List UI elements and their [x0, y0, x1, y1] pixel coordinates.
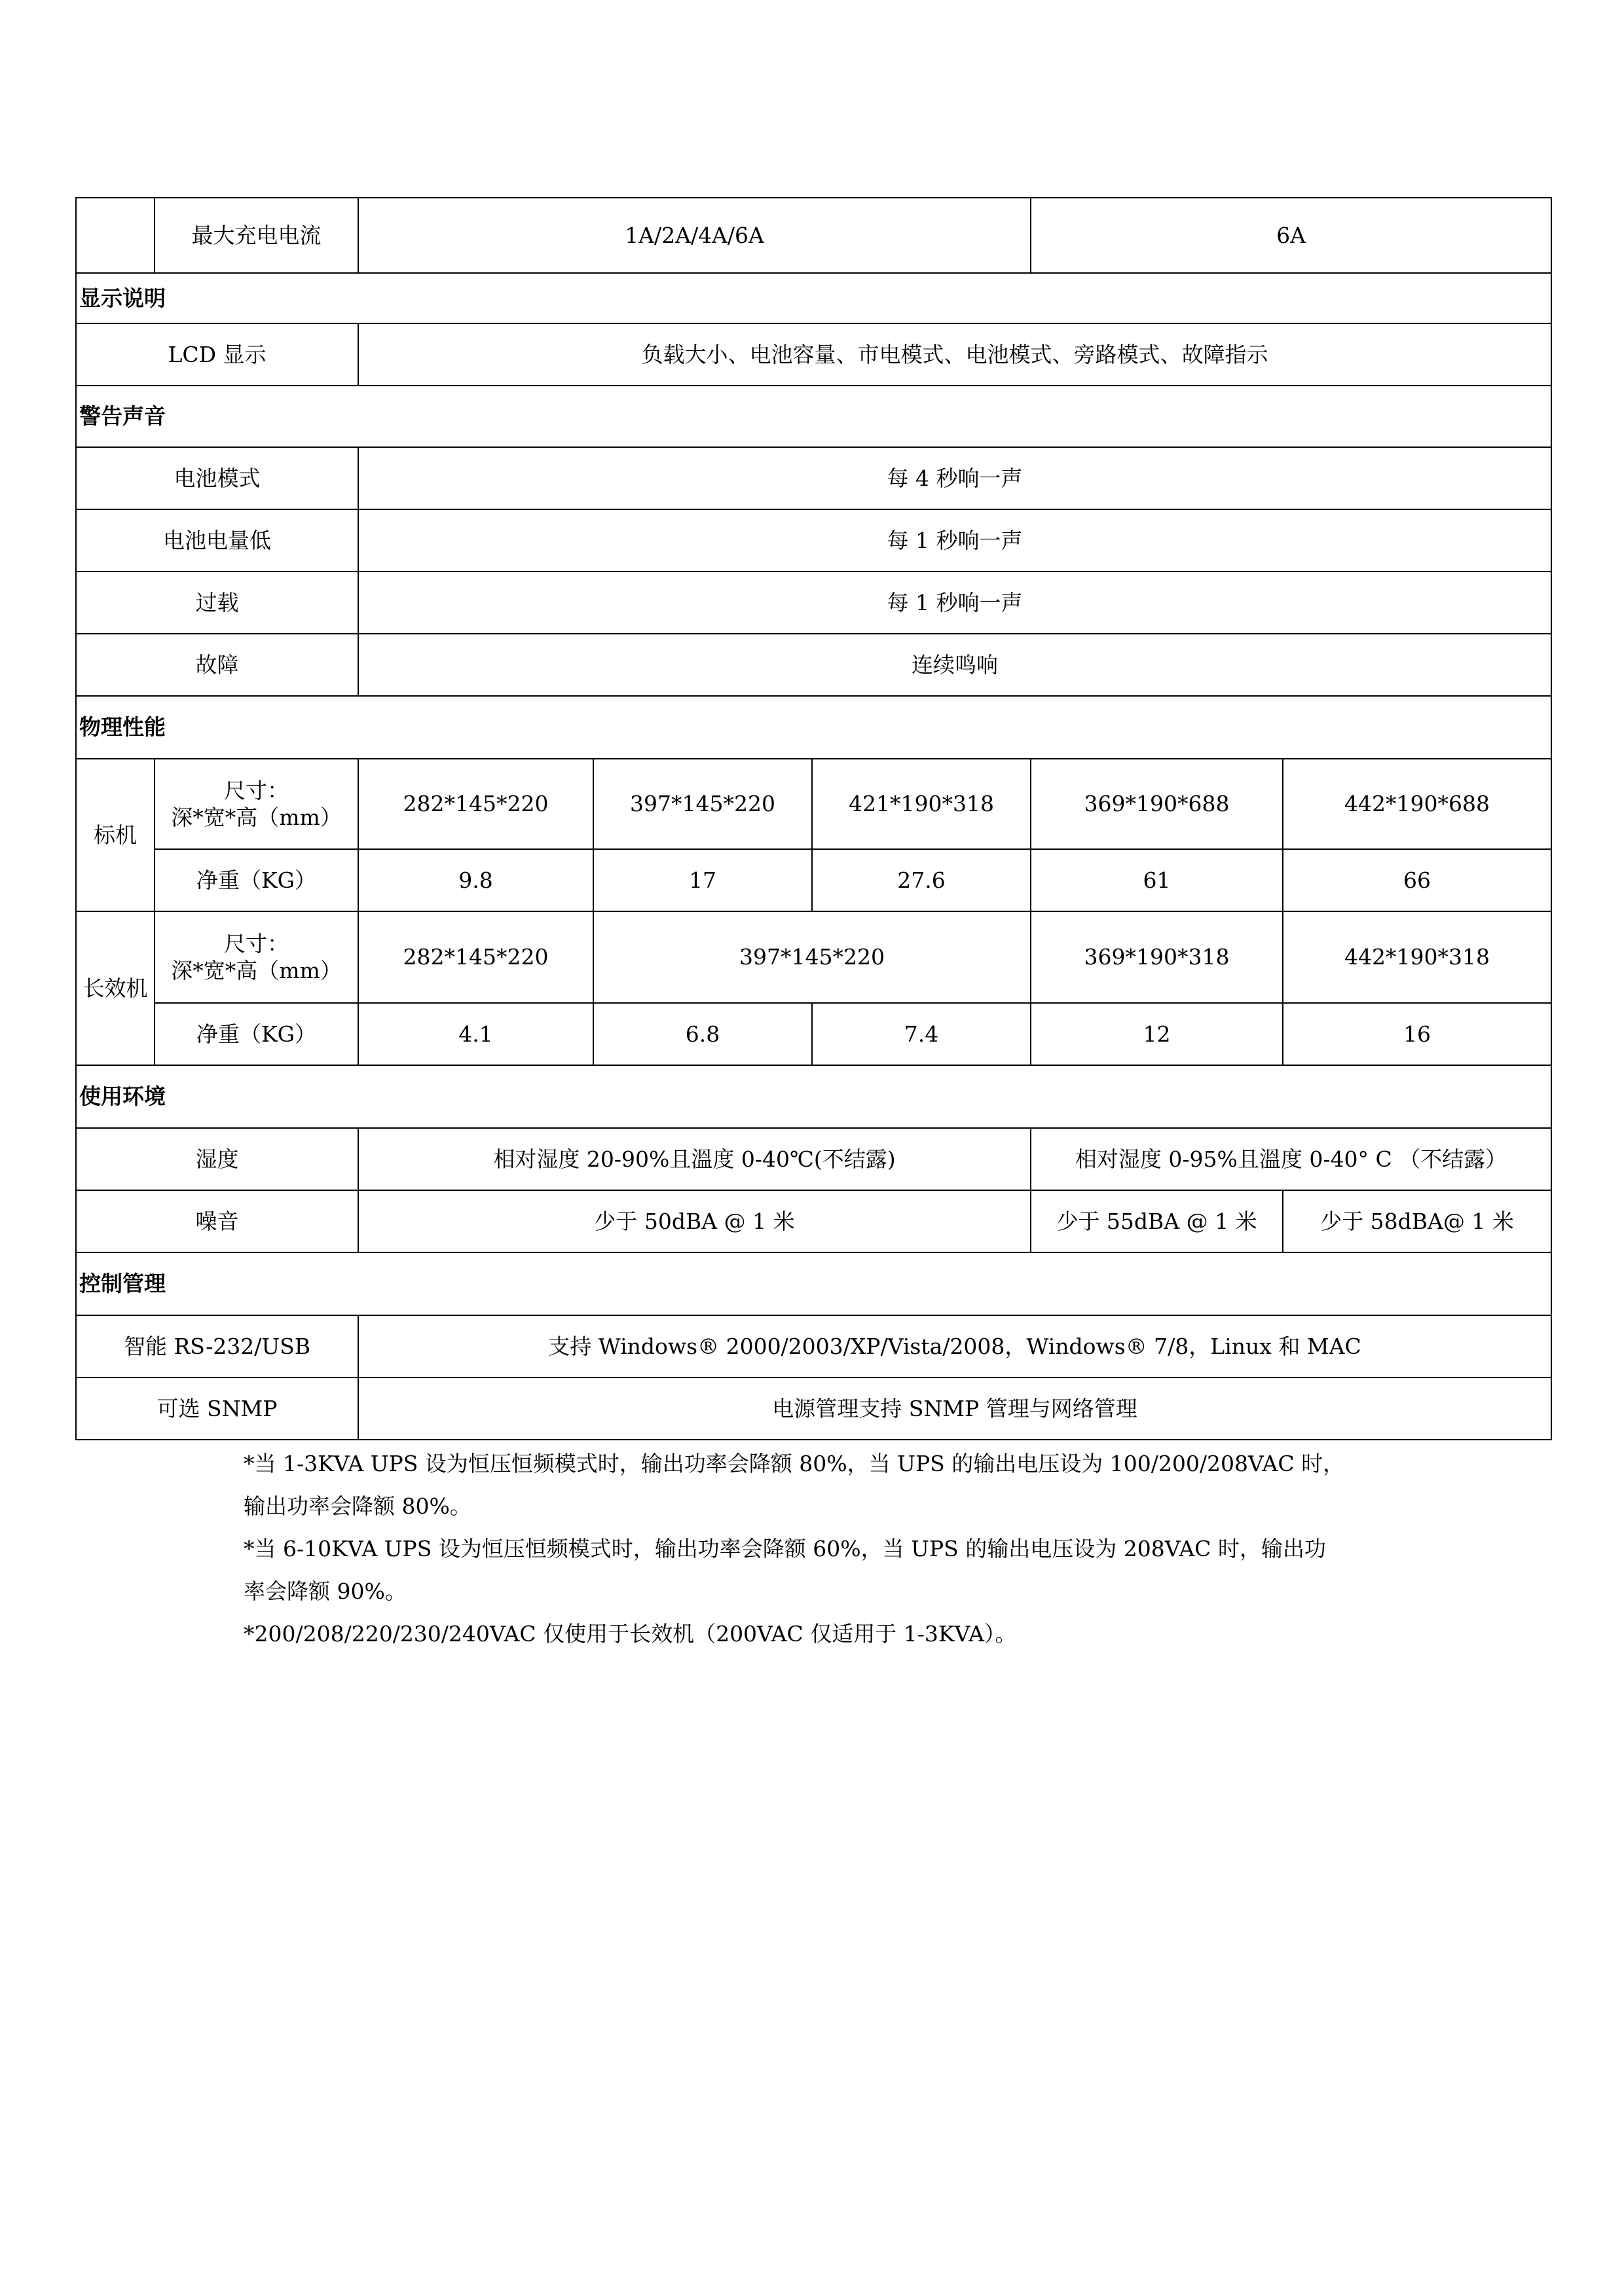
longrun-weight-3: 7.4 — [812, 1003, 1031, 1065]
longrun-weight-5: 16 — [1283, 1003, 1551, 1065]
section-row-alarm — [76, 386, 1551, 447]
longrun-weight-2: 6.8 — [593, 1003, 812, 1065]
alarm-label: 故障 — [76, 634, 358, 696]
standard-weight-1: 9.8 — [358, 849, 593, 911]
standard-weight-5: 66 — [1283, 849, 1551, 911]
footnote-line: *200/208/220/230/240VAC 仅使用于长效机（200VAC 仅适用于 1-3KVA）。 — [244, 1621, 1017, 1647]
footnote-line: 输出功率会降额 80%。 — [244, 1493, 471, 1519]
noise-value-b: 少于 55dBA @ 1 米 — [1031, 1190, 1283, 1252]
alarm-label: 电池电量低 — [76, 509, 358, 572]
alarm-value: 每 1 秒响一声 — [358, 509, 1551, 572]
humidity-value-a: 相对湿度 20-90%且溫度 0-40℃(不结露) — [358, 1128, 1031, 1190]
alarm-label: 电池模式 — [76, 447, 358, 509]
rs232-value: 支持 Windows® 2000/2003/XP/Vista/2008，Windows® 7/8，Linux 和 MAC — [358, 1315, 1551, 1377]
section-title-alarm: 警告声音 — [76, 386, 1551, 447]
standard-weight-4: 61 — [1031, 849, 1283, 911]
dim-label-line2: 深*宽*高（mm） — [171, 958, 342, 983]
longrun-weight-1: 4.1 — [358, 1003, 593, 1065]
footnote-line: *当 6-10KVA UPS 设为恒压恒频模式时，输出功率会降额 60%，当 UPS 的输出电压设为 208VAC 时，输出功 — [244, 1536, 1326, 1561]
standard-dim-label — [155, 759, 358, 849]
row-max-charge-current — [76, 198, 1551, 273]
standard-dim-3: 421*190*318 — [812, 759, 1031, 849]
empty-cell — [76, 198, 155, 273]
standard-model-label: 标机 — [76, 759, 155, 911]
standard-weight-3: 27.6 — [812, 849, 1031, 911]
longrun-weight-4: 12 — [1031, 1003, 1283, 1065]
noise-value-a: 少于 50dBA @ 1 米 — [358, 1190, 1031, 1252]
spec-table — [75, 197, 1552, 1440]
section-title-display: 显示说明 — [76, 273, 1551, 323]
row-humidity — [76, 1128, 1551, 1190]
table-row — [76, 509, 1551, 572]
section-row-environment — [76, 1065, 1551, 1128]
standard-dim-1: 282*145*220 — [358, 759, 593, 849]
longrun-dim-2: 397*145*220 — [593, 911, 1031, 1003]
section-title-physical: 物理性能 — [76, 696, 1551, 759]
longrun-dim-4: 442*190*318 — [1283, 911, 1551, 1003]
footnote-line: *当 1-3KVA UPS 设为恒压恒频模式时，输出功率会降额 80%，当 UPS 的输出电压设为 100/200/208VAC 时， — [244, 1451, 1345, 1476]
standard-weight-label: 净重（KG） — [155, 849, 358, 911]
alarm-value: 每 4 秒响一声 — [358, 447, 1551, 509]
alarm-value: 每 1 秒响一声 — [358, 572, 1551, 634]
row-standard-dims — [76, 759, 1551, 849]
section-row-physical — [76, 696, 1551, 759]
table-row — [76, 634, 1551, 696]
row-lcd — [76, 323, 1551, 386]
longrun-dim-1: 282*145*220 — [358, 911, 593, 1003]
max-charge-value-a: 1A/2A/4A/6A — [358, 198, 1031, 273]
section-title-control: 控制管理 — [76, 1252, 1551, 1315]
table-row — [76, 447, 1551, 509]
longrun-model-label: 长效机 — [76, 911, 155, 1065]
row-longrun-dims — [76, 911, 1551, 1003]
footnote-line: 率会降额 90%。 — [244, 1578, 407, 1604]
alarm-value: 连续鸣响 — [358, 634, 1551, 696]
standard-dim-2: 397*145*220 — [593, 759, 812, 849]
row-snmp — [76, 1377, 1551, 1440]
standard-weight-2: 17 — [593, 849, 812, 911]
longrun-dim-3: 369*190*318 — [1031, 911, 1283, 1003]
longrun-weight-label: 净重（KG） — [155, 1003, 358, 1065]
humidity-label: 湿度 — [76, 1128, 358, 1190]
standard-dim-5: 442*190*688 — [1283, 759, 1551, 849]
lcd-value: 负载大小、电池容量、市电模式、电池模式、旁路模式、故障指示 — [358, 323, 1551, 386]
table-row — [76, 572, 1551, 634]
standard-dim-4: 369*190*688 — [1031, 759, 1283, 849]
max-charge-label: 最大充电电流 — [155, 198, 358, 273]
max-charge-value-b: 6A — [1031, 198, 1551, 273]
dim-label-line2: 深*宽*高（mm） — [171, 805, 342, 830]
row-noise — [76, 1190, 1551, 1252]
row-rs232 — [76, 1315, 1551, 1377]
noise-value-c: 少于 58dBA@ 1 米 — [1283, 1190, 1551, 1252]
rs232-label: 智能 RS-232/USB — [76, 1315, 358, 1377]
section-row-control — [76, 1252, 1551, 1315]
dim-label-line1: 尺寸： — [224, 930, 289, 957]
row-standard-weight — [76, 849, 1551, 911]
snmp-label: 可选 SNMP — [76, 1377, 358, 1440]
alarm-label: 过载 — [76, 572, 358, 634]
section-row-display — [76, 273, 1551, 323]
humidity-value-b: 相对湿度 0-95%且溫度 0-40° C （不结露） — [1031, 1128, 1551, 1190]
footnotes — [244, 1442, 1396, 1655]
longrun-dim-label — [155, 911, 358, 1003]
lcd-label: LCD 显示 — [76, 323, 358, 386]
row-longrun-weight — [76, 1003, 1551, 1065]
section-title-environment: 使用环境 — [76, 1065, 1551, 1128]
noise-label: 噪音 — [76, 1190, 358, 1252]
dim-label-line1: 尺寸： — [224, 777, 289, 803]
snmp-value: 电源管理支持 SNMP 管理与网络管理 — [358, 1377, 1551, 1440]
